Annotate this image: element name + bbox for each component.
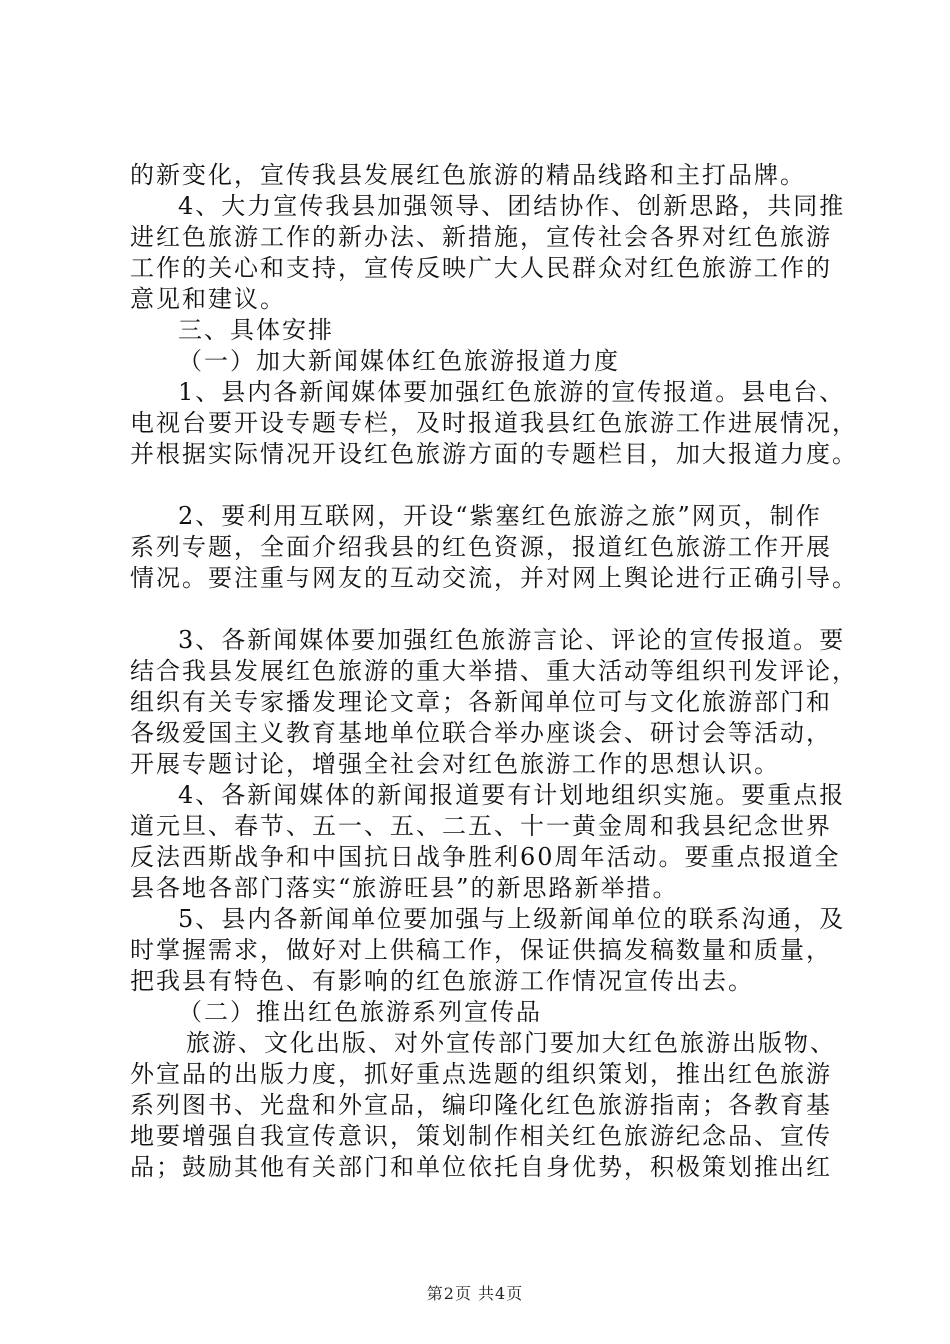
- paragraph-line: 并根据实际情况开设红色旅游方面的专题栏目，加大报道力度。: [130, 440, 858, 468]
- subsection-heading: （一）加大新闻媒体红色旅游报道力度: [178, 347, 620, 375]
- paragraph-line: 把我县有特色、有影响的红色旅游工作情况宣传出去。: [130, 967, 754, 995]
- paragraph-line: 反法西斯战争和中国抗日战争胜利60周年活动。要重点报道全: [130, 843, 841, 871]
- paragraph-gap: [130, 470, 850, 501]
- paragraph-line: 4、大力宣传我县加强领导、团结协作、创新思路，共同推: [178, 192, 846, 220]
- paragraph-line: 情况。要注重与网友的互动交流，并对网上舆论进行正确引导。: [130, 564, 858, 592]
- paragraph-line: 4、各新闻媒体的新闻报道要有计划地组织实施。要重点报: [178, 781, 846, 809]
- page-number-footer: 第2页 共4页: [426, 1284, 524, 1303]
- paragraph-line: 时掌握需求，做好对上供稿工作，保证供搞发稿数量和质量，: [130, 936, 832, 964]
- document-body: [130, 160, 858, 1183]
- paragraph-line: 3、各新闻媒体要加强红色旅游言论、评论的宣传报道。要: [178, 626, 846, 654]
- paragraph-gap: [130, 594, 850, 625]
- paragraph-line: 各级爱国主义教育基地单位联合举办座谈会、研讨会等活动，: [130, 719, 832, 747]
- paragraph-line: 的新变化，宣传我县发展红色旅游的精品线路和主打品牌。: [130, 161, 806, 189]
- paragraph-line: 2、要利用互联网，开设“紫塞红色旅游之旅”网页，制作: [178, 502, 822, 530]
- paragraph-line: 5、县内各新闻单位要加强与上级新闻单位的联系沟通，及: [178, 905, 846, 933]
- paragraph-line: 系列专题，全面介绍我县的红色资源，报道红色旅游工作开展: [130, 533, 832, 561]
- paragraph-line: 地要增强自我宣传意识，策划制作相关红色旅游纪念品、宣传: [130, 1122, 832, 1150]
- paragraph-line: 进红色旅游工作的新办法、新措施，宣传社会各界对红色旅游: [130, 223, 832, 251]
- paragraph-line: 旅游、文化出版、对外宣传部门要加大红色旅游出版物、: [186, 1029, 836, 1057]
- paragraph-line: 县各地各部门落实“旅游旺县”的新思路新举措。: [130, 874, 679, 902]
- section-heading: 三、具体安排: [178, 316, 334, 344]
- paragraph-line: 系列图书、光盘和外宣品，编印隆化红色旅游指南；各教育基: [130, 1091, 832, 1119]
- paragraph-line: 1、县内各新闻媒体要加强红色旅游的宣传报道。县电台、: [178, 378, 846, 406]
- paragraph-line: 结合我县发展红色旅游的重大举措、重大活动等组织刊发评论，: [130, 657, 858, 685]
- paragraph-line: 组织有关专家播发理论文章；各新闻单位可与文化旅游部门和: [130, 688, 832, 716]
- paragraph-line: 意见和建议。: [130, 285, 286, 313]
- paragraph-line: 品；鼓励其他有关部门和单位依托自身优势，积极策划推出红: [130, 1153, 832, 1181]
- paragraph-line: 工作的关心和支持，宣传反映广大人民群众对红色旅游工作的: [130, 254, 832, 282]
- paragraph-line: 外宣品的出版力度，抓好重点选题的组织策划，推出红色旅游: [130, 1060, 832, 1088]
- paragraph-line: 电视台要开设专题专栏，及时报道我县红色旅游工作进展情况，: [130, 409, 858, 437]
- subsection-heading: （二）推出红色旅游系列宣传品: [178, 998, 542, 1026]
- paragraph-line: 道元旦、春节、五一、五、二五、十一黄金周和我县纪念世界: [130, 812, 832, 840]
- paragraph-line: 开展专题讨论，增强全社会对红色旅游工作的思想认识。: [130, 750, 780, 778]
